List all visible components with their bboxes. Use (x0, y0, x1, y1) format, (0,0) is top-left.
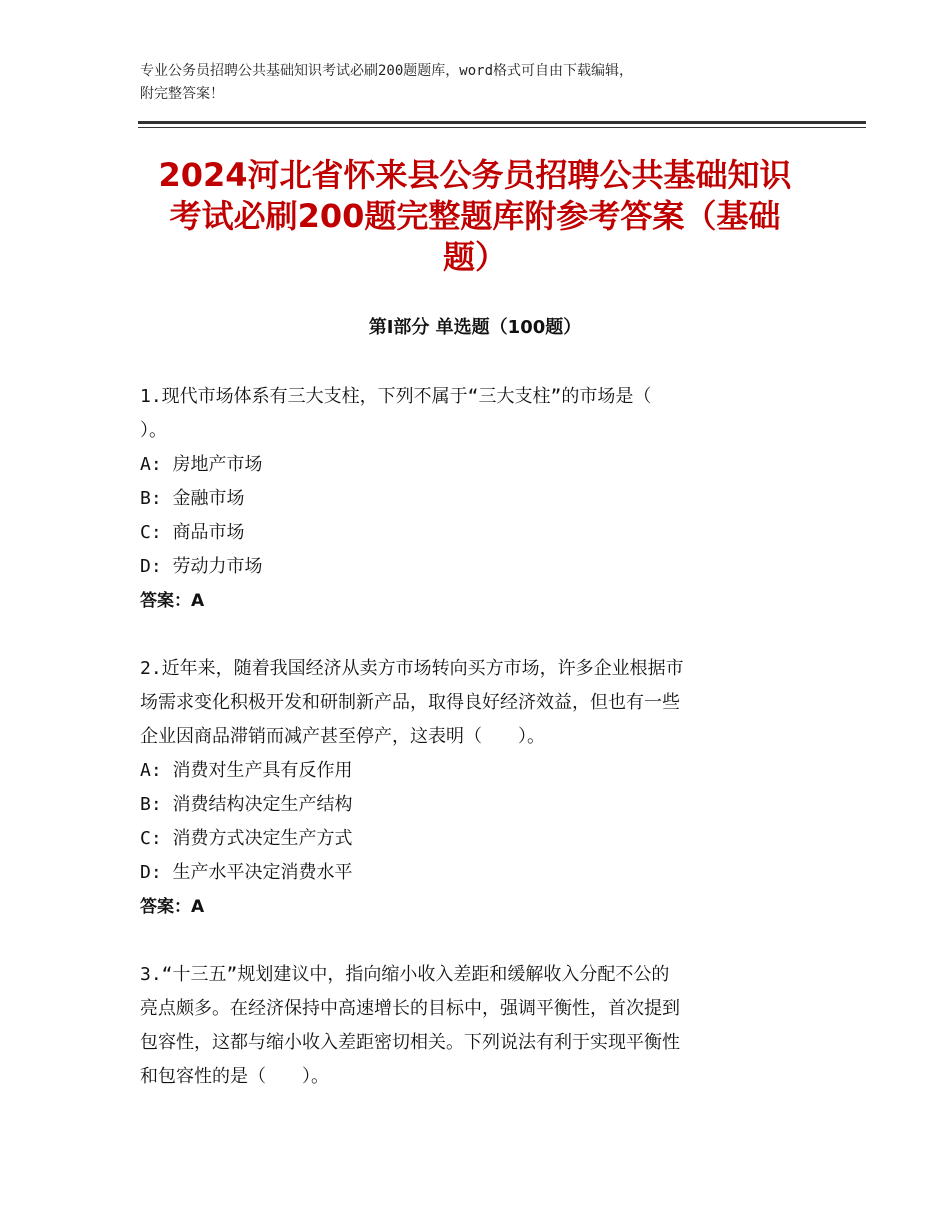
option-c: C: 消费方式决定生产方式 (140, 828, 353, 849)
question-stem: 3.“十三五”规划建议中，指向缩小收入差距和缓解收入分配不公的 (140, 964, 670, 985)
header-note-line: 专业公务员招聘公共基础知识考试必刷200题题库，word格式可自由下载编辑， (140, 63, 633, 79)
question-stem: 1.现代市场体系有三大支柱，下列不属于“三大支柱”的市场是（ (140, 386, 652, 407)
question-stem: 企业因商品滞销而减产甚至停产，这表明（ ）。 (140, 726, 545, 747)
title-line: 考试必刷200题完整题库附参考答案（基础 (169, 197, 781, 235)
question-stem: 场需求变化积极开发和研制新产品，取得良好经济效益，但也有一些 (140, 692, 680, 713)
question-stem: 亮点颇多。在经济保持中高速增长的目标中，强调平衡性，首次提到 (140, 998, 680, 1019)
header-rule-thick (138, 121, 866, 124)
section-heading: 第Ⅰ部分 单选题（100题） (368, 317, 582, 338)
question-stem: 包容性，这都与缩小收入差距密切相关。下列说法有利于实现平衡性 (140, 1032, 680, 1053)
question-stem: 2.近年来，随着我国经济从卖方市场转向买方市场，许多企业根据市 (140, 658, 684, 679)
option-d: D: 生产水平决定消费水平 (140, 862, 353, 883)
option-c: C: 商品市场 (140, 522, 245, 543)
question-stem: ）。 (140, 420, 167, 441)
option-b: B: 金融市场 (140, 488, 245, 509)
header-note (140, 60, 830, 106)
option-b: B: 消费结构决定生产结构 (140, 794, 353, 815)
question-1 (140, 380, 800, 618)
question-3 (140, 958, 800, 1094)
answer-line: 答案：A (140, 591, 205, 611)
header-rule-thin (138, 127, 866, 128)
title-line: 2024河北省怀来县公务员招聘公共基础知识 (158, 156, 792, 194)
question-stem: 和包容性的是（ ）。 (140, 1066, 329, 1087)
document-title (140, 155, 810, 278)
answer-line: 答案：A (140, 897, 205, 917)
title-line: 题） (442, 238, 507, 276)
option-a: A: 房地产市场 (140, 454, 263, 475)
header-note-line: 附完整答案！ (140, 86, 224, 102)
option-a: A: 消费对生产具有反作用 (140, 760, 353, 781)
option-d: D: 劳动力市场 (140, 556, 263, 577)
question-2 (140, 652, 800, 924)
